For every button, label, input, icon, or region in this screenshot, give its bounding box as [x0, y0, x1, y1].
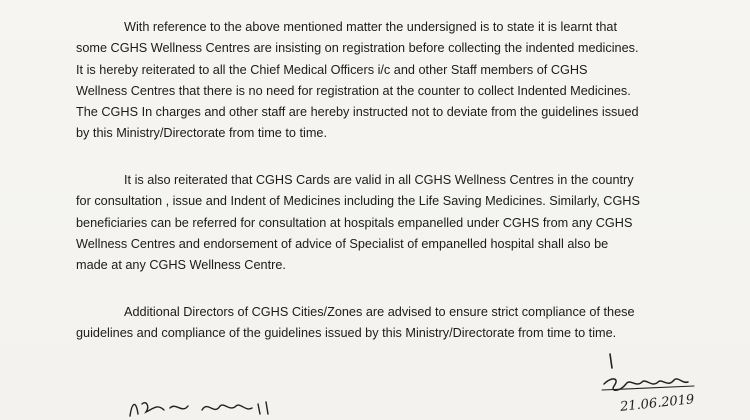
paragraph-line: by this Ministry/Directorate from time to time.	[76, 126, 327, 141]
paragraph-line: Additional Directors of CGHS Cities/Zones are advised to ensure strict compliance of these	[124, 305, 635, 319]
paragraph-line: It is also reiterated that CGHS Cards are valid in all CGHS Wellness Centres in the country	[124, 173, 634, 187]
signature-date: 21.06.2019	[619, 392, 696, 415]
paragraph-line: Wellness Centres that there is no need for registration at the counter to collect Indented Medicines.	[76, 83, 631, 98]
paragraph-line: beneficiaries can be referred for consultation at hospitals empanelled under CGHS from any CGHS	[76, 215, 633, 230]
paragraph-line: made at any CGHS Wellness Centre.	[76, 258, 286, 273]
left-signature	[126, 396, 296, 420]
paragraph-compliance	[76, 302, 635, 345]
paragraph-line: With reference to the above mentioned matter the undersigned is to state it is learnt that	[124, 20, 617, 34]
paragraph-registration	[76, 17, 639, 145]
paragraph-cards-validity	[76, 170, 640, 276]
paragraph-line: guidelines and compliance of the guidelines issued by this Ministry/Directorate from time to time.	[76, 326, 617, 341]
paragraph-line: It is hereby reiterated to all the Chief Medical Officers i/c and other Staff members of CGHS	[76, 62, 588, 77]
paragraph-line: The CGHS In charges and other staff are hereby instructed not to deviate from the guidelines issued	[76, 105, 639, 120]
paragraph-line: Wellness Centres and endorsement of advice of Specialist of empanelled hospital shall also be	[76, 236, 609, 251]
paragraph-line: for consultation , issue and Indent of Medicines including the Life Saving Medicines. Similarly, CGHS	[76, 194, 640, 209]
paragraph-line: some CGHS Wellness Centres are insisting on registration before collecting the indented medicines.	[76, 41, 639, 56]
